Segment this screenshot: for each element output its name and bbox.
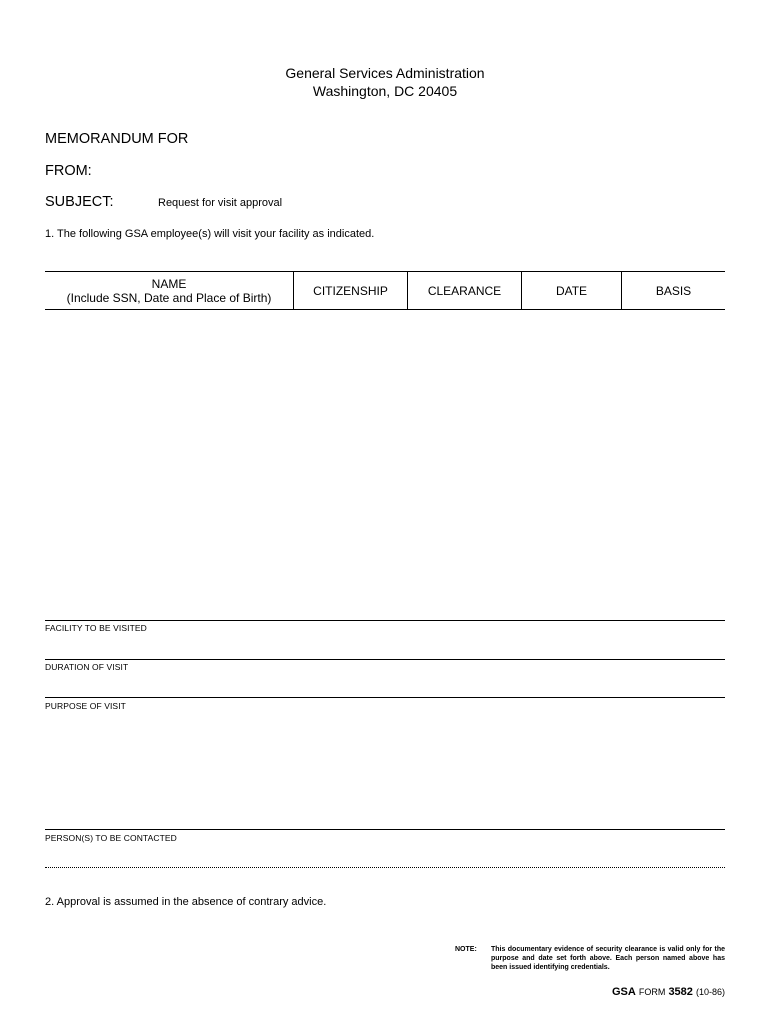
- column-header-name-line2: (Include SSN, Date and Place of Birth): [66, 290, 272, 305]
- form-edition: (10-86): [695, 987, 725, 997]
- table-header-row: [45, 272, 725, 310]
- column-header-name: [45, 272, 294, 310]
- agency-address: Washington, DC 20405: [312, 83, 458, 99]
- agency-name: General Services Administration: [285, 65, 485, 81]
- column-header-clearance: CLEARANCE: [408, 272, 522, 310]
- visitor-table: [45, 271, 725, 310]
- note-label: NOTE:: [455, 946, 477, 953]
- subject-value: Request for visit approval: [158, 197, 283, 209]
- duration-rule: [45, 659, 725, 660]
- note-text: This documentary evidence of security clearance is valid only for the purpose and date set forth above. Each person named above has been issued identifying credentials.: [491, 946, 725, 971]
- duration-label: DURATION OF VISIT: [45, 662, 129, 672]
- paragraph-1: 1. The following GSA employee(s) will visit your facility as indicated.: [45, 228, 375, 240]
- purpose-rule: [45, 697, 725, 698]
- paragraph-2: 2. Approval is assumed in the absence of contrary advice.: [45, 896, 327, 908]
- facility-label: FACILITY TO BE VISITED: [45, 623, 147, 633]
- from-label: FROM:: [45, 163, 92, 179]
- form-number-value: 3582: [668, 986, 693, 998]
- form-number: [612, 986, 725, 998]
- contacts-rule: [45, 829, 725, 830]
- security-note: [455, 945, 725, 972]
- subject-label: SUBJECT:: [45, 194, 114, 210]
- form-word: FORM: [638, 987, 666, 997]
- column-header-name-line1: NAME: [151, 276, 187, 291]
- facility-rule: [45, 620, 725, 621]
- column-header-citizenship: CITIZENSHIP: [294, 272, 408, 310]
- purpose-label: PURPOSE OF VISIT: [45, 701, 126, 711]
- column-header-basis: BASIS: [622, 272, 726, 310]
- memorandum-for-label: MEMORANDUM FOR: [45, 131, 189, 147]
- form-agency: GSA: [611, 986, 636, 998]
- contacts-end-rule: [45, 867, 725, 868]
- column-header-date: DATE: [522, 272, 622, 310]
- contacts-label: PERSON(S) TO BE CONTACTED: [45, 833, 177, 843]
